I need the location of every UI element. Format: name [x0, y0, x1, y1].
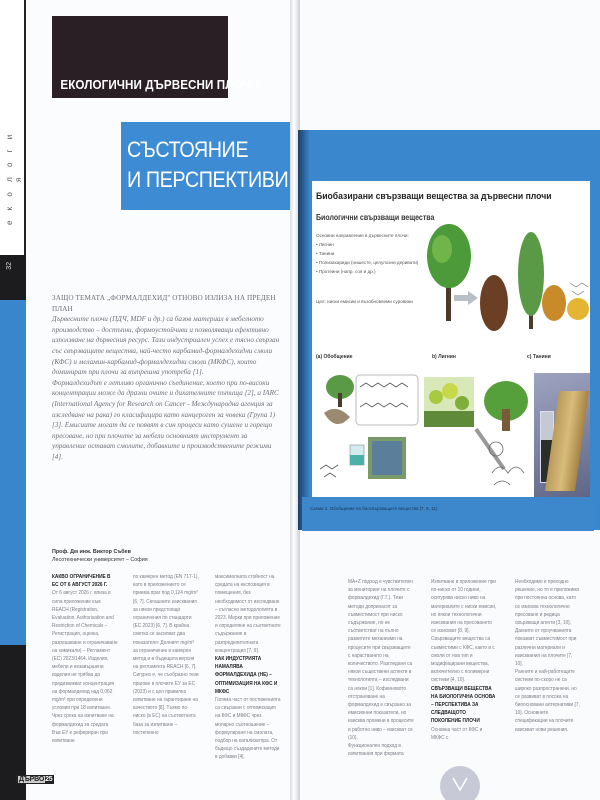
author-block	[52, 548, 148, 564]
column-text: MA+Z подход е чувствителен за мониторинг на плочите с формалдехид (Г.Г.). Тези методи допринасят за съвместимост при ниско съдържание, но не съответстват на пълно развитите механизми на процесите при свързващите с нарастването на количеството. Разгледани са някои съществени аспекти в технологията – изследвани са някои [1]. Кофеиновото отстраняване на формалдехид е свързано за емисионни показатели, но изисква промени в процесите и работно ниво – изискват се (10).	[348, 579, 414, 741]
author-affiliation: Лесотехнически университет – София	[52, 557, 148, 563]
column-text-tail: Ранните и най-работещите системи по-скоро не са широко разпространени, но се развиват в посока на биоосновани алтернативи [7, 10]. Основните спецификации на плочите изискват нови решения.	[514, 669, 580, 733]
title-sub-line1: СЪСТОЯНИЕ	[127, 137, 249, 162]
figure-list-item: • Лигнин	[316, 242, 334, 247]
tree-illustration	[517, 229, 545, 329]
column-text-tail: Във ЕУ е рефериран при изпитване	[52, 729, 108, 745]
figure-list-item: • Полизахариди (нишесте, целулозни деривати)	[316, 260, 419, 265]
right-column-1	[348, 578, 414, 758]
side-page-number: 32	[6, 262, 13, 270]
title-main: ЕКОЛОГИЧНИ ДЪРВЕСНИ ПЛОЧИ	[60, 78, 260, 92]
column-text-tail: Основна част от КФС и МКФС с	[431, 726, 483, 741]
column-subheading: КАКВО ОГРАНИЧЕНИЕ В ЕС ОТ 6 АВГУСТ 2026 Г.	[52, 574, 111, 589]
figure-list	[316, 231, 418, 276]
right-column-3	[515, 578, 581, 758]
biobinder-cycle-illustration	[316, 373, 426, 493]
left-column-2	[133, 573, 199, 762]
title-sub	[127, 135, 288, 195]
figure-label-a: (a) Обобщение	[316, 354, 353, 360]
arrow-icon	[454, 291, 478, 305]
figure-title: Биобазирани свързващи вещества за дървесни плочи	[316, 191, 552, 202]
figure-list-item: • Протеини (напр. соя и др.)	[316, 269, 376, 274]
figure-panel-shadow	[298, 130, 310, 530]
title-sub-line2: И ПЕРСПЕКТИВИ	[127, 167, 289, 192]
figure-label-c: c) Танини	[527, 354, 551, 360]
title-main-block	[52, 16, 260, 98]
intro-paragraph-2: Формалдехидът е летливо органично съединение, което при по-високи концентрации може да дразни очите и дихателните пътища [2], а IARC (International Agency for Research on Cancer - Международна агенция за изследване на рака) го класифицира като канцероген за човека (Група 1) [3]. Емисиите могат да се появят в син процеси като сушене и горещо пресоване, но при плочите за мебели основният инструмент за управление остават смолите, добавките и производствените режими [4].	[52, 378, 279, 461]
column-text-tail: Голяма част от постиженията са свързани с оптимизация на КФС и МКФС чрез моларно съотношение – формулиране на смолата, подбор на катализатора. От бъдещо създадените методи в добавки [4].	[214, 697, 281, 761]
intro-paragraph-1: Дървесните плочи (ПДЧ, MDF и др.) са базов материал в мебелното производство – достъпни, формоустойчиви и позволяващи ефективно използване на дървесния ресурс. Тази индустриален успех е тясно свързан със свързващите вещества, най-често карбамид-формалдехидни смоли (КФС) и меламин-карбамид-формалдехидни смоли (МКФС), които доминират при плочи за вътрешна употреба [1].	[52, 315, 280, 377]
lignin-sample-illustration	[479, 274, 509, 332]
column-text: От 6 август 2026 г. влиза в сила приложение към REACH (Registration, Evaluation, Authorisation and Restriction of Chemicals – Регистрация, оценка, разрешаване и ограничаване на химикали) – Регламент (ЕС) 2023/1464. Изделия, мебели и незавършени изделия не трябва да предизвикват концентрация на формалдехид над 0,062 mg/m³ при определени условия при 18 изпитване. Чрез срока на изпитване на формалдехид за средата	[52, 590, 118, 728]
left-column-1	[52, 573, 118, 762]
section-label: е к о л о г и я	[5, 130, 23, 226]
spine-blue-bar	[0, 300, 26, 645]
wood-board-icon	[545, 391, 589, 491]
figure-subtitle: Биологични свързващи вещества	[316, 213, 435, 222]
figure-biobased-binders	[312, 181, 590, 499]
right-column-2	[431, 578, 497, 758]
page-footer-badge	[16, 775, 54, 784]
column-text-tail: Функционален подход в изпитвания при формата	[348, 743, 404, 758]
figure-caption-bar	[302, 497, 594, 531]
title-sub-block	[121, 130, 301, 210]
plants-illustration	[424, 377, 474, 427]
chevron-down-icon	[451, 775, 469, 793]
figure-label-b: b) Лигнин	[432, 354, 456, 360]
author-name: Проф. Дм инж. Виктор Събев	[52, 549, 131, 555]
tannin-powder-illustration	[542, 281, 590, 321]
column-text: максималната стойност на средата на експозиция в помещения, без необходимост от изследване – съгласно методологията в 2023. Мерки при приложение и определяне на съответните съдържания в разпределителната концентрация [7, 9].	[214, 574, 281, 654]
spine-divider	[24, 0, 26, 255]
right-body-columns	[348, 578, 588, 758]
column-text: Изпитване в приложение при по-ниско от 10 години, осигурява ниско ниво на материалите с ниски емисии, но някои технологични изисквания на пресоването се изискват [8, 9]. Свързващите вещества са съвместими с КФС, както и с смоли от нов тип и модифицирани вещества, включително с полимерни системи [4, 10].	[431, 579, 497, 684]
tree-illustration	[424, 221, 474, 321]
figure-list-intro: Основни направления в дървесните плочи:	[316, 233, 409, 238]
column-subheading: КАК ИНДУСТРИЯТА НАМАЛЯВА ФОРМАЛДЕХИДА (НЕ) – ОПТИМИЗАЦИЯ НА КФС И МКФС	[214, 656, 277, 695]
left-body-columns	[52, 573, 288, 762]
column-subheading: СВЪРЗВАЩИ ВЕЩЕСТВА НА БИОЛОГИЧНА ОСНОВА – ПЕРСПЕКТИВА ЗА СЛЕДВАЩОТО ПОКОЛЕНИЕ ПЛОЧИ	[431, 685, 496, 725]
board-photo	[534, 373, 590, 499]
footer-badge-highlight: ДЪРВО	[19, 776, 45, 783]
intro-heading: ЗАЩО ТЕМАТА „ФОРМАЛДЕХИД" ОТНОВО ИЗЛИЗА НА ПРЕДЕН ПЛАН	[52, 294, 276, 313]
figure-goal: Цел: ниски емисии и възобновяеми суровини	[316, 299, 413, 304]
figure-caption: Схема 1. Обобщение на биосвързващите вещества [7, 9, 11]	[310, 506, 437, 511]
column-text: по камерен метод (EN 717-1), като в приложението се приема праг под 0,124 mg/m³ [6, 7]. Сегашните изисквания за някои предстоящи ограничения по стандарти (ЕС 2023) [6, 7]. В крайна сметка се засилват два показателя: Долният mg/m³ за ограничение в камерен метод и в бъдещата версия на регламента REACH [6, 7]. Сигурно е, че съобразно тези прагове в плочите ЕУ за ЕС (2023) и с цел правилно изпитване на гарантиране на качеството [8]. Тъкмо по-ниско (в ЕС) на съответната база за изпитване – постепенно	[133, 574, 200, 736]
intro-section	[52, 293, 282, 463]
column-text: Необходимо е преходно решение, но то е приложимо при постоянна основа, като се изисква технологично пресоване и редица свързващи агенти [3, 10]. Данните от проучванията показват съвместимост при различни материали и изисквания на плочите [7, 10].	[514, 579, 579, 668]
figure-list-item: • Танини	[316, 251, 335, 256]
footer-page-number: 25	[45, 776, 53, 783]
left-column-3	[215, 573, 281, 762]
tree-molecule-illustration	[474, 373, 530, 493]
